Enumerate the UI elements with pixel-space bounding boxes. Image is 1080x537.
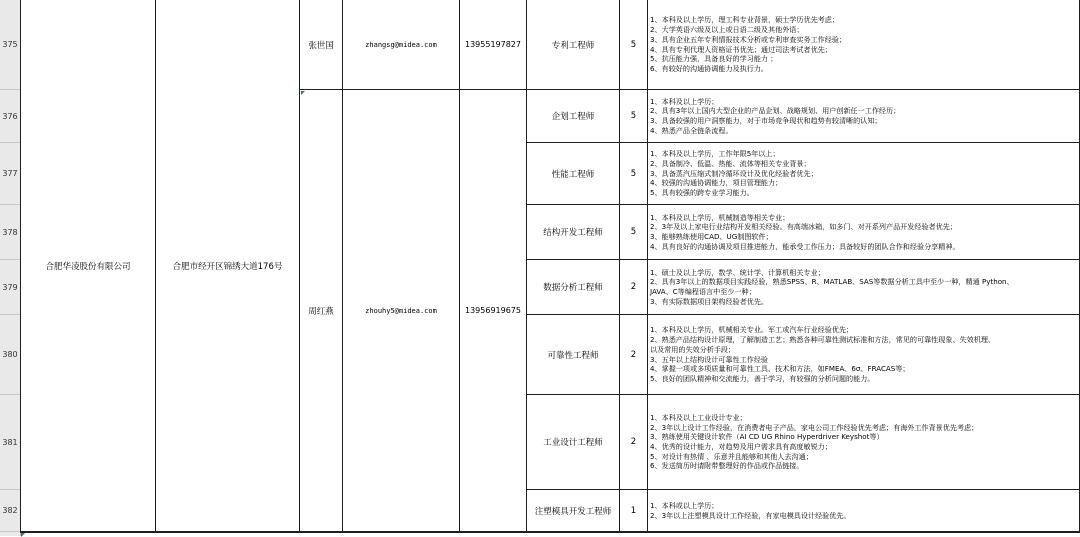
address-cell[interactable] xyxy=(156,0,300,532)
requirements-list xyxy=(650,15,846,73)
position-title-cell[interactable] xyxy=(527,0,620,90)
contact-phone: 13955197827 xyxy=(465,40,521,49)
contact-email-cell[interactable] xyxy=(343,90,460,532)
requirements-list xyxy=(650,413,978,471)
position-count-cell[interactable] xyxy=(620,315,648,395)
requirement-line: 5、具有较强的跨专业学习能力。 xyxy=(650,188,754,198)
position-count-cell[interactable] xyxy=(620,395,648,490)
position-requirements-cell[interactable] xyxy=(648,260,1080,315)
company-address: 合肥市经开区锦绣大道176号 xyxy=(172,261,283,272)
position-title-cell[interactable] xyxy=(527,205,620,260)
position-requirements-cell[interactable] xyxy=(648,143,1080,205)
position-count: 2 xyxy=(630,282,637,292)
position-title: 企划工程师 xyxy=(551,112,595,122)
requirements-list xyxy=(650,97,900,136)
cell-comment-marker xyxy=(21,533,25,537)
position-title-cell[interactable] xyxy=(527,395,620,490)
requirement-line: 3、能够熟练使用CAD、UG制图软件； xyxy=(650,232,773,241)
position-title-cell[interactable] xyxy=(527,315,620,395)
requirement-line: 2、3年及以上家电行业结构开发相关经验。有高端冰箱，如多门、对开系列产品开发经验者优先； xyxy=(650,222,957,232)
position-requirements-cell[interactable] xyxy=(648,315,1080,395)
requirement-line: 1、本科及以上学历，工作年限5年以上； xyxy=(650,149,780,159)
row-number[interactable]: 381 xyxy=(0,395,20,490)
position-title: 注塑模具开发工程师 xyxy=(534,506,612,517)
requirements-list xyxy=(650,325,995,383)
requirement-line: 2、具有3年以上国内大型企业的产品企划、战略规划、用户创新任一工作经历； xyxy=(650,106,901,116)
position-count: 2 xyxy=(630,349,637,360)
requirement-line: 6、有较好的沟通协调能力及执行力。 xyxy=(650,63,769,73)
row-number[interactable]: 376 xyxy=(0,90,20,143)
contact-name-cell[interactable] xyxy=(300,90,343,532)
requirement-line: 1、本科及以上工业设计专业； xyxy=(650,412,747,422)
requirement-line: 4、较强的沟通协调能力，项目管理能力； xyxy=(650,178,783,188)
requirement-line: 1、本科及以上学历，机械制造等相关专业； xyxy=(650,212,790,222)
requirement-line: 2、熟悉产品结构设计原理，了解制造工艺；熟悉各种可靠性测试标准和方法，常见的可靠性现象、失效机理、 xyxy=(650,335,996,345)
row-number[interactable]: 380 xyxy=(0,315,20,395)
requirement-line: 4、掌握一项或多项质量和可靠性工具、技术和方法，如FMEA、6σ、FRACAS等； xyxy=(650,364,910,374)
position-requirements-cell[interactable] xyxy=(648,90,1080,143)
position-count-cell[interactable] xyxy=(620,490,648,532)
position-count: 5 xyxy=(630,111,637,121)
requirements-list xyxy=(650,501,851,520)
contact-email: zhouhy5@midea.com xyxy=(365,306,437,315)
position-count-cell[interactable] xyxy=(620,143,648,205)
requirement-line: 3、具备较强的用户洞察能力，对于市场竞争现状和趋势有较清晰的认知； xyxy=(650,116,882,125)
requirement-line: 1、本科及以上学历，机械相关专业。军工或汽车行业经验优先； xyxy=(650,325,854,335)
position-count: 1 xyxy=(630,505,637,516)
requirement-line: 1、本科及以上学历，理工科专业背景，硕士学历优先考虑； xyxy=(650,15,839,25)
contact-email-cell[interactable] xyxy=(343,0,460,90)
company-cell[interactable] xyxy=(20,0,156,532)
position-title: 结构开发工程师 xyxy=(543,228,603,238)
requirements-list xyxy=(650,213,960,252)
position-title-cell[interactable] xyxy=(527,260,620,315)
position-title-cell[interactable] xyxy=(527,90,620,143)
position-requirements-cell[interactable] xyxy=(648,395,1080,490)
requirement-line: 2、具有3年以上的数据项目实践经验，熟悉SPSS、R、MATLAB、SAS等数据分析工具中至少一种，精通 Python、 xyxy=(650,277,1014,287)
row-number[interactable]: 379 xyxy=(0,260,20,315)
requirement-line: 5、良好的团队精神和交流能力，善于学习，有较强的分析问题的能力。 xyxy=(650,373,875,383)
requirement-line: 6、发送简历时请附带整理好的作品或作品链接。 xyxy=(650,461,804,471)
company-name: 合肥华凌股份有限公司 xyxy=(45,261,131,272)
contact-phone-cell[interactable] xyxy=(460,0,527,90)
requirement-line: 3、五年以上结构设计可靠性工作经验 xyxy=(650,354,769,364)
contact-phone: 13956919675 xyxy=(465,306,521,315)
position-count: 5 xyxy=(630,168,637,179)
requirement-line: 5、抗压能力强，具备良好的学习能力 ； xyxy=(650,54,778,64)
position-count-cell[interactable] xyxy=(620,205,648,260)
position-title-cell[interactable] xyxy=(527,143,620,205)
row-number[interactable]: 378 xyxy=(0,205,20,260)
requirement-line: 3、具备蒸汽压缩式制冷循环设计及优化经验者优先； xyxy=(650,168,818,178)
row-number[interactable]: 377 xyxy=(0,143,20,205)
requirement-line: JAVA、C等编程语言中至少一种； xyxy=(650,287,756,296)
requirements-list xyxy=(650,268,1014,307)
position-count-cell[interactable] xyxy=(620,90,648,143)
requirement-line: 4、具有专利代理人资格证书优先；通过司法考试者优先； xyxy=(650,44,832,54)
contact-name: 周红燕 xyxy=(308,306,334,317)
requirement-line: 2、大学英语六级及以上或日语二级及其他外语； xyxy=(650,25,804,35)
requirement-line: 3、熟练使用关键设计软件（AI CD UG Rhino Hyperdriver Keyshot等） xyxy=(650,432,884,442)
requirement-line: 2、3年以上注塑模具设计工作经验，有家电模具设计经验优先。 xyxy=(650,510,851,520)
position-count: 2 xyxy=(630,437,637,447)
requirement-line: 2、3年以上设计工作经验，在消费者电子产品，家电公司工作经验优先考虑；有海外工作背景优先考虑； xyxy=(650,422,979,432)
requirement-line: 4、熟悉产品全链条流程。 xyxy=(650,125,733,135)
contact-phone-cell[interactable] xyxy=(460,90,527,532)
requirement-line: 3、具有企业五年专利情报技术分析或专利审查实务工作经验； xyxy=(650,34,847,44)
requirement-line: 1、本科或以上学历； xyxy=(650,500,719,510)
position-requirements-cell[interactable] xyxy=(648,205,1080,260)
position-requirements-cell[interactable] xyxy=(648,0,1080,90)
requirement-line: 4、具有良好的沟通协调及项目推进能力，能承受工作压力；具备较好的团队合作和经验分享精神。 xyxy=(650,241,960,251)
position-count-cell[interactable] xyxy=(620,0,648,90)
position-count: 5 xyxy=(630,227,637,237)
requirement-line: 3、有实际数据项目架构经验者优先。 xyxy=(650,296,769,306)
position-title: 可靠性工程师 xyxy=(547,350,599,361)
sheet-bottom-border xyxy=(20,532,1080,533)
position-title: 专利工程师 xyxy=(551,40,595,51)
row-number[interactable]: 382 xyxy=(0,490,20,532)
contact-name-cell[interactable] xyxy=(300,0,343,90)
requirements-list xyxy=(650,149,818,198)
position-count-cell[interactable] xyxy=(620,260,648,315)
position-title: 数据分析工程师 xyxy=(543,283,603,293)
requirement-line: 5、对设计有热情 、乐意并且能够和其他人去沟通； xyxy=(650,451,813,461)
contact-name: 张世国 xyxy=(308,40,334,51)
requirement-line: 1、本科及以上学历； xyxy=(650,96,719,106)
position-count: 5 xyxy=(630,39,637,50)
requirement-line: 2、具备制冷、低温、热能、流体等相关专业背景； xyxy=(650,158,811,168)
row-number[interactable]: 375 xyxy=(0,0,20,90)
contact-email: zhangsg@midea.com xyxy=(365,40,437,49)
requirement-line: 以及常用的失效分析手段； xyxy=(650,344,736,354)
position-requirements-cell[interactable] xyxy=(648,490,1080,532)
cell-comment-marker xyxy=(301,91,305,95)
position-title: 工业设计工程师 xyxy=(543,438,603,448)
position-title-cell[interactable] xyxy=(527,490,620,532)
requirement-line: 1、硕士及以上学历，数学、统计学、计算机相关专业； xyxy=(650,267,825,277)
requirement-line: 4、优秀的设计能力，对趋势及用户需求具有高度敏锐力； xyxy=(650,442,832,451)
position-title: 性能工程师 xyxy=(551,169,595,180)
